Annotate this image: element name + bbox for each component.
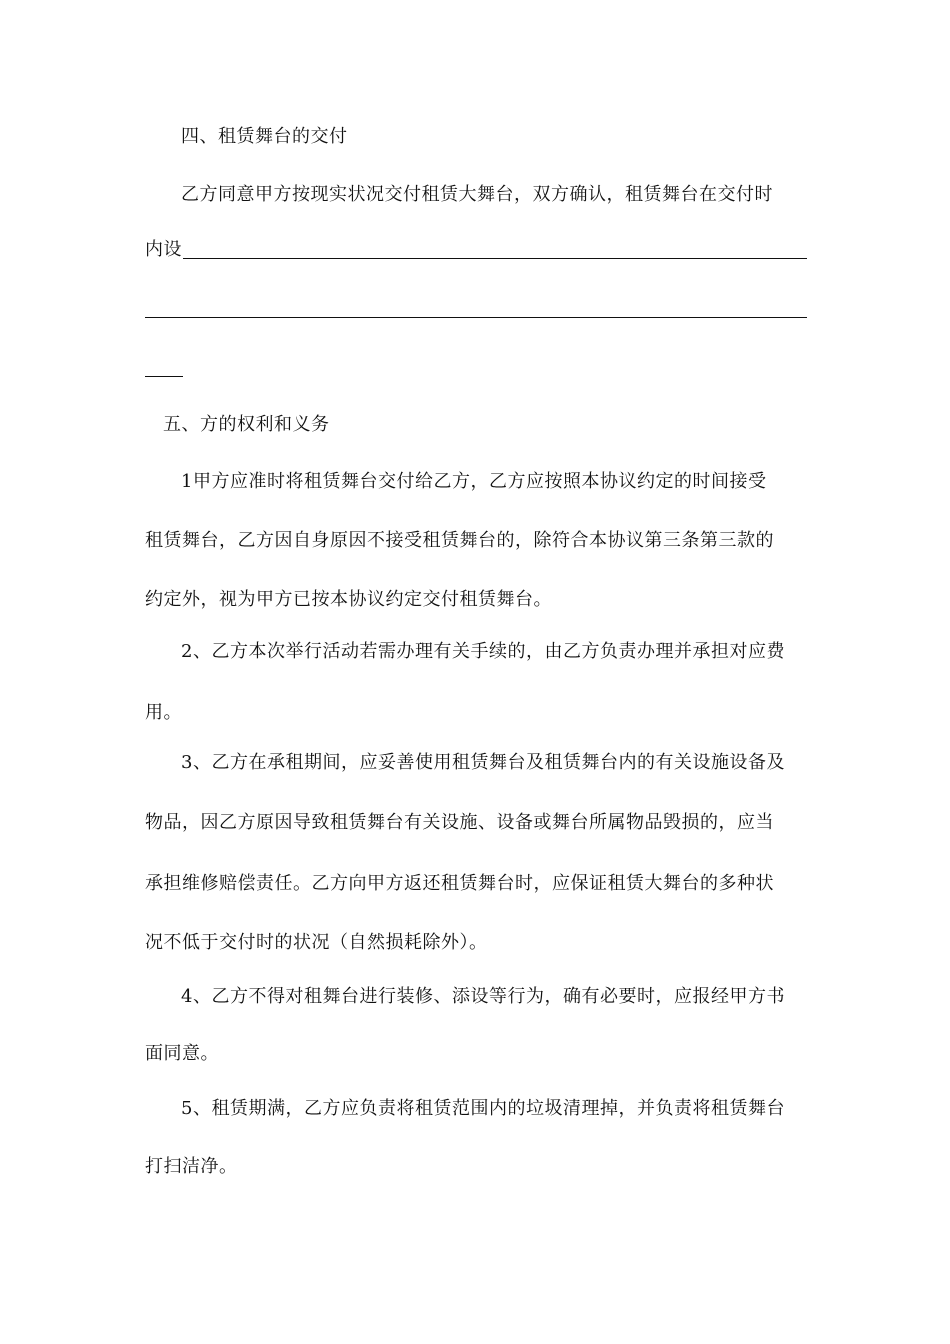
- item4-line1: 4、乙方不得对租舞台进行装修、添设等行为，确有必要时，应报经甲方书: [181, 986, 785, 1007]
- section4-paragraph-line2: 内设: [145, 239, 182, 260]
- item4-line2: 面同意。: [145, 1043, 219, 1064]
- item5-line2: 打扫洁净。: [145, 1156, 238, 1177]
- item3-line2: 物品，因乙方原因导致租赁舞台有关设施、设备或舞台所属物品毁损的，应当: [145, 812, 774, 833]
- item1-line3: 约定外，视为甲方已按本协议约定交付租赁舞台。: [145, 589, 552, 610]
- section4-paragraph-line1: 乙方同意甲方按现实状况交付租赁大舞台，双方确认，租赁舞台在交付时: [181, 184, 773, 205]
- section4-heading: 四、租赁舞台的交付: [181, 126, 348, 147]
- fill-in-blank-line-1: [183, 258, 807, 259]
- item1-line1: 1甲方应准时将租赁舞台交付给乙方，乙方应按照本协议约定的时间接受: [181, 471, 767, 492]
- item2-line2: 用。: [145, 702, 182, 723]
- fill-in-blank-line-3: [145, 376, 183, 377]
- item1-line2: 租赁舞台，乙方因自身原因不接受租赁舞台的，除符合本协议第三条第三款的: [145, 530, 774, 551]
- fill-in-blank-line-2: [145, 317, 807, 318]
- item5-line1: 5、租赁期满，乙方应负责将租赁范围内的垃圾清理掉，并负责将租赁舞台: [181, 1098, 785, 1119]
- item3-line1: 3、乙方在承租期间，应妥善使用租赁舞台及租赁舞台内的有关设施设备及: [181, 752, 785, 773]
- item3-line4: 况不低于交付时的状况（自然损耗除外）。: [145, 932, 488, 953]
- item2-line1: 2、乙方本次举行活动若需办理有关手续的，由乙方负责办理并承担对应费: [181, 641, 785, 662]
- item3-line3: 承担维修赔偿责任。乙方向甲方返还租赁舞台时，应保证租赁大舞台的多种状: [145, 873, 774, 894]
- section5-heading: 五、方的权利和义务: [163, 414, 330, 435]
